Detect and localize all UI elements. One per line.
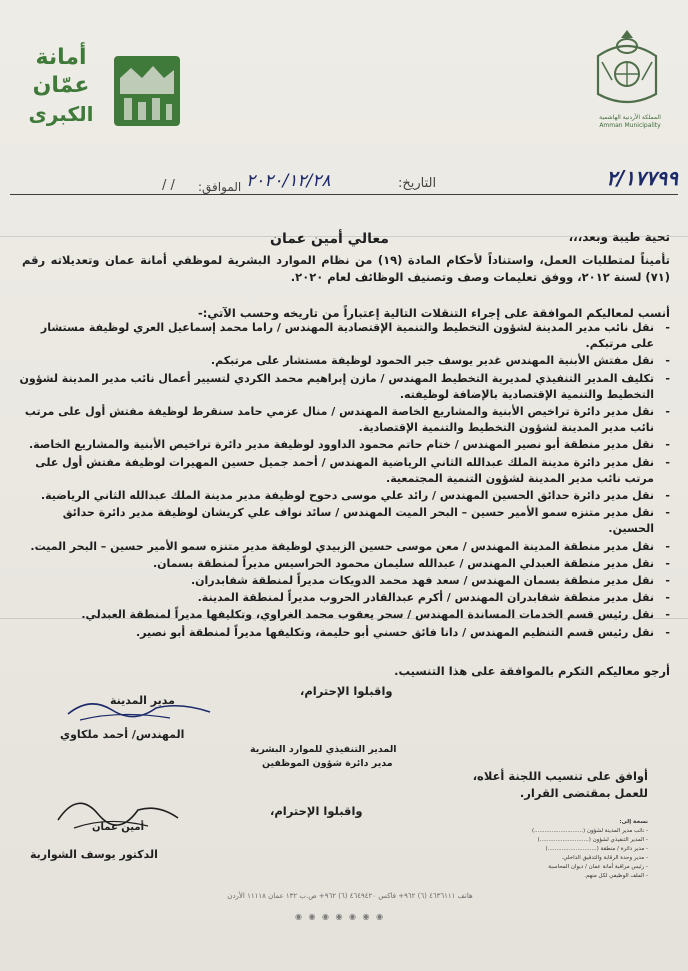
transfer-list xyxy=(16,320,670,642)
respect-line-2: واقبلوا الإحترام، xyxy=(270,804,363,818)
greeting: تحية طيبة وبعد،،، xyxy=(568,230,670,244)
list-item: - نقل مفتش الأبنية المهندس غدير يوسف جبر الحمود لوظيفة مستشار على مرتبكم. xyxy=(16,353,670,369)
copy-line: - رئيس مراقبة أمانة عمان / ديوان المحاسبة xyxy=(548,864,648,870)
reference-number: ٢/١٧٧٩٩ xyxy=(606,166,678,190)
mayor-name: الدكتور يوسف الشواربة xyxy=(30,848,158,861)
copy-line: - مدير دائرة / منطقة (............................) xyxy=(545,846,648,852)
list-item: - نقل مدير دائرة حدائق الحسين المهندس / رائد علي موسى دحوح لوظيفة مدير مدينة الملك عبدالله الثاني الرياضية. xyxy=(16,488,670,504)
footer-social-icons: ◉ ◉ ◉ ◉ ◉ ◉ ◉ xyxy=(294,912,386,921)
jordan-crest-icon xyxy=(588,26,666,110)
list-item: - نقل رئيس قسم التنظيم المهندس / دانا فائق حسني أبو حليمة، وتكليفها مديراً لمنطقة أبو نصير. xyxy=(16,625,670,641)
mayor-title: أمين عمان xyxy=(92,822,145,833)
intro-paragraph: تأميناً لمتطلبات العمل، واستناداً لأحكام المادة (١٩) من نظام الموارد البشرية لموظفي أمانة عمان وتعديلاته رقم (٧١) لسنة ٢٠١٢، ووفق تعليمات وصف وتصنيف الوظائف لعام ٢٠٢٠. xyxy=(22,253,670,284)
copy-line: - مدير وحدة الرقابة والتدقيق الداخلي. xyxy=(561,855,648,861)
list-item: - تكليف المدير التنفيذي لمديرية التخطيط المهندس / مازن إبراهيم محمد الكردي لتسيير أعمال نائب مدير المدينة لشؤون التخطيط والتنمية الإقتصادية بالإضافة لوظيفته. xyxy=(16,371,670,403)
list-item: - نقل مدير متنزه سمو الأمير حسين – البحر الميت المهندس / سائد نواف علي كريشان لوظيفة مدير دائرة حدائق الحسين. xyxy=(16,505,670,537)
reference-bar xyxy=(10,170,678,195)
ministry-line2: Amman Municipality xyxy=(599,122,661,129)
ministry-name xyxy=(580,114,680,130)
closing-hope: أرجو معاليكم التكرم بالموافقة على هذا التنسيب. xyxy=(394,664,670,678)
logo-line1: أمانة xyxy=(35,45,87,70)
request-line: أنسب لمعاليكم الموافقة على إجراء التنقلات التالية إعتباراً من تاريخه وحسب الآتي:- xyxy=(197,306,670,320)
copies-head: نسخة إلى: xyxy=(619,819,648,825)
logo-line3: الكبرى xyxy=(28,102,94,126)
list-item: - نقل مدير منطقة العبدلي المهندس / عبدالله سليمان محمود الحراسيس مديراً لمنطقة بسمان. xyxy=(16,556,670,572)
list-item: - نقل مدير دائرة مدينة الملك عبدالله الثاني الرياضية المهندس / أحمد جميل حسين المهيرات لوظيفة مفتش أول على مرتب نائب مدير المدينة لشؤون التنمية المجتمعية. xyxy=(16,455,670,487)
list-item: - نقل مدير دائرة تراخيص الأبنية والمشاريع الخاصة المهندس / منال عزمي حامد سنقرط لوظيفة مفتش أول على مرتب نائب مدير المدينة لشؤون التخطيط والتنمية الإقتصادية. xyxy=(16,404,670,436)
copies-list xyxy=(448,818,648,881)
copy-line: - المدير التنفيذي لشؤون (............................) xyxy=(537,837,648,843)
hr-title-2: مدير دائرة شؤون الموظفين xyxy=(262,758,393,769)
addressee: معالي أمين عمان xyxy=(270,231,389,247)
list-item: - نقل مدير منطقة شفابدران المهندس / أكرم عبدالقادر الحروب مديراً لمنطقة المدينة. xyxy=(16,590,670,606)
footer-contact: هاتف ٤٦٣٦١١١ (٦) ٩٦٢+ فاكس ٤٦٤٩٤٢٠ (٦) ٩٦٢+ ص.ب ١٣٢ عمان ١١١١٨ الأردن xyxy=(227,892,473,900)
approval-text: أوافق على تنسيب اللجنة أعلاه، للعمل بمقتضى القرار. xyxy=(472,769,648,800)
copy-line: - الملف الوظيفي لكل منهم. xyxy=(584,873,648,879)
city-director-title: مدير المدينة xyxy=(110,694,175,707)
agree-value: / / xyxy=(162,178,175,193)
copy-line: - نائب مدير المدينة لشؤون (............................) xyxy=(531,828,648,834)
date-label: التاريخ: xyxy=(398,176,437,191)
amman-logo-text xyxy=(16,44,106,128)
list-item: - نقل مدير منطقة المدينة المهندس / معن موسى حسين الزبيدي لوظيفة مدير متنزه سمو الأمير حسين – البحر الميت. xyxy=(16,539,670,555)
city-director-name: المهندس/ أحمد ملكاوي xyxy=(60,728,185,741)
respect-line: واقبلوا الإحترام، xyxy=(300,684,393,698)
date-value: ٢٠٢٠/١٢/٢٨ xyxy=(246,171,331,191)
agree-label: الموافق: xyxy=(198,180,242,194)
list-item: - نقل رئيس قسم الخدمات المساندة المهندس / سحر يعقوب محمد الغراوي، وتكليفها مديراً لمنطقة العبدلي. xyxy=(16,607,670,623)
list-item: - نقل نائب مدير المدينة لشؤون التخطيط والتنمية الإقتصادية المهندس / راما محمد إسماعيل العري لوظيفة مستشار على مرتبكم. xyxy=(16,320,670,352)
hr-title-1: المدير التنفيذي للموارد البشرية xyxy=(250,744,397,755)
ministry-line1: المملكة الأردنية الهاشمية xyxy=(599,114,661,121)
list-item: - نقل مدير منطقة أبو نصير المهندس / ختام حاتم محمود الداوود لوظيفة مدير دائرة تراخيص الأبنية والمشاريع الخاصة. xyxy=(16,437,670,453)
list-item: - نقل مدير منطقة بسمان المهندس / سعد فهد محمد الدويكات مديراً لمنطقة شفابدران. xyxy=(16,573,670,589)
logo-line2: عمّان xyxy=(32,73,90,98)
